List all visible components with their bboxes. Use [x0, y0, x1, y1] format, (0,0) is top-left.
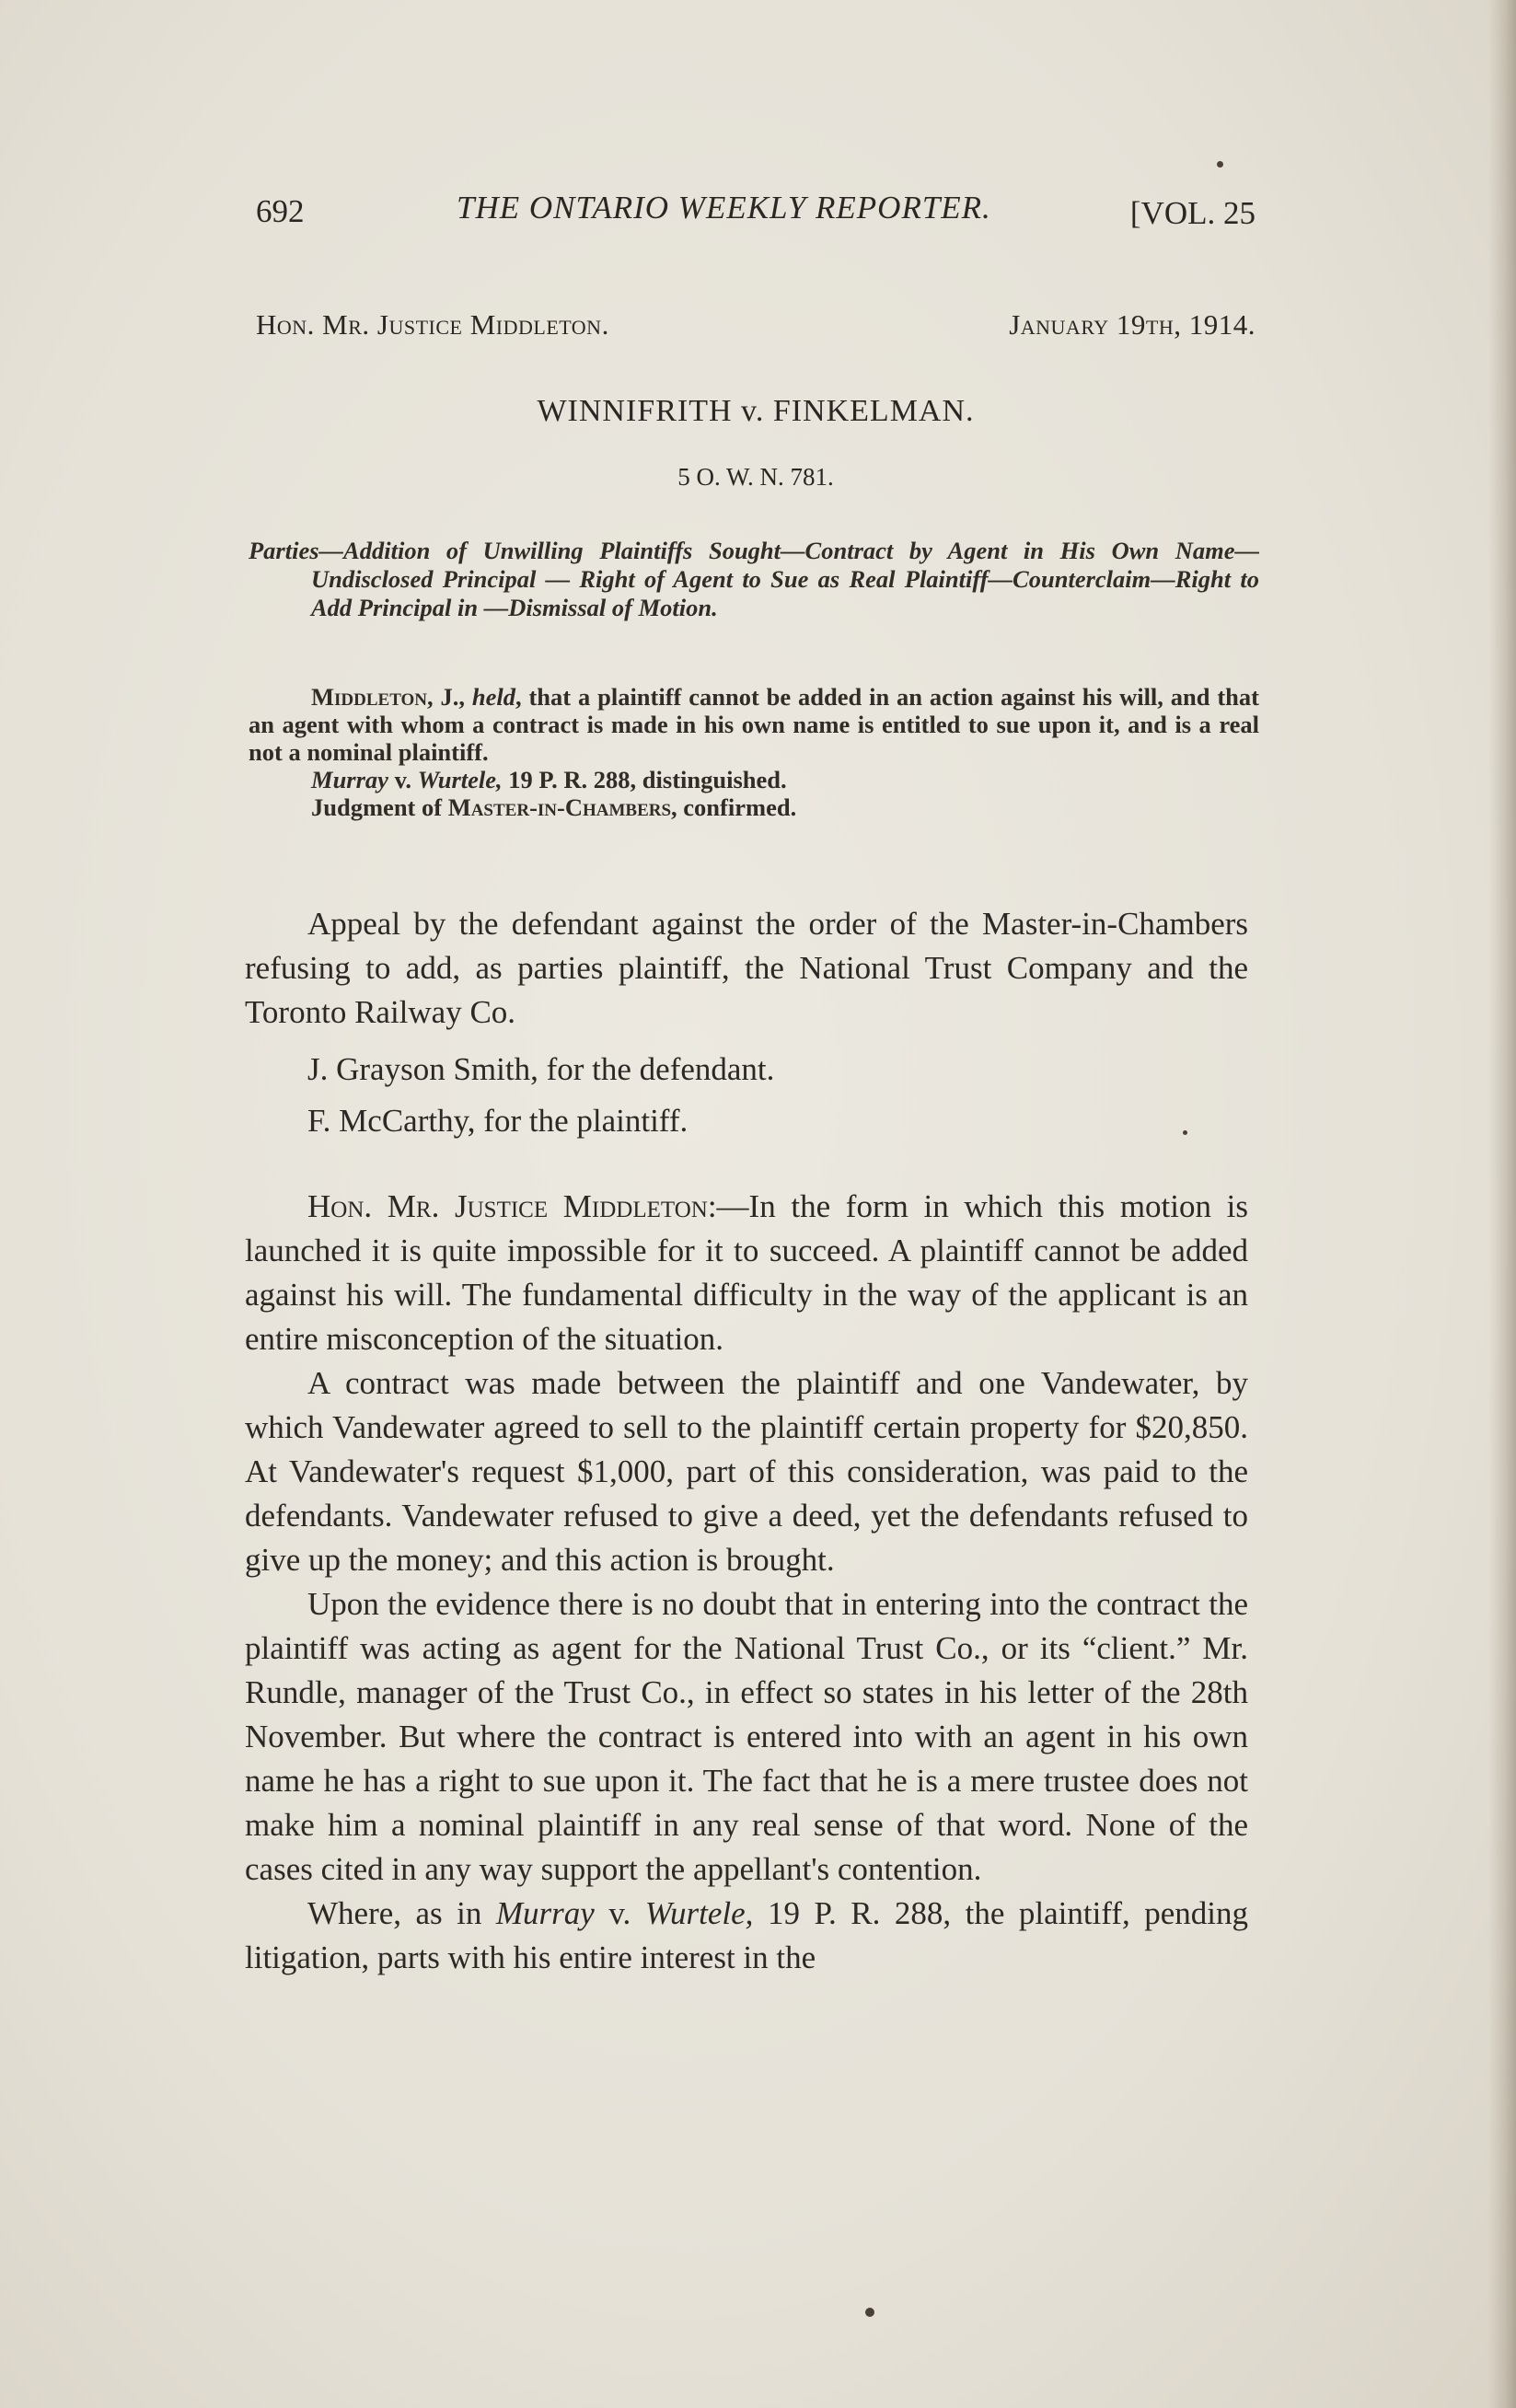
judgment-speaker: Hon. Mr. Justice Middleton: [307, 1188, 708, 1224]
judgment-suffix: , confirmed.: [671, 793, 797, 821]
p4-case-v: v.: [594, 1895, 645, 1931]
specks: [1183, 1130, 1187, 1135]
counsel-block: [245, 1048, 1248, 1151]
judgment-paragraph-1: [245, 1185, 1248, 1361]
counsel-plaintiff: F. McCarthy, for the plaintiff.: [307, 1103, 689, 1139]
judgment-line: [249, 793, 1259, 821]
page-number: 692: [256, 193, 305, 229]
running-header: [256, 186, 1256, 241]
case-title: WINNIFRITH v. FINKELMAN.: [537, 394, 975, 428]
judgment-paragraph-3: Upon the evidence there is no doubt that in entering into the contract the plaintiff was acting as agent for the National Trust Co., or its “client.” Mr. Rundle, manager of the Trust Co., in effect so states in his letter of the 28th November. But where the contract is entered into with an agent in his own name he has a right to sue upon it. The fact that he is a mere trustee does not make him a nominal plaintiff in any real sense of that word. None of the cases cited in any way support the appellant's contention.: [245, 1586, 1248, 1887]
held-paragraph: [249, 683, 1259, 766]
judge-name: Hon. Mr. Justice Middleton.: [256, 308, 609, 341]
judgment-court: Master-in-Chambers: [447, 793, 672, 821]
headnote-text: Parties—Addition of Unwilling Plaintiffs Sought—Contract by Agent in His Own Name—Undisclosed Principal — Right of Agent to Sue as Real Plaintiff—Counterclaim—Right to Add Principal in —Dismissal of Motion.: [249, 537, 1259, 621]
running-title: THE ONTARIO WEEKLY REPORTER.: [457, 190, 991, 226]
specks: [1217, 161, 1223, 168]
volume-label: [VOL. 25: [1129, 195, 1256, 231]
p4-rest: 19 P. R. 288, the plaintiff, pending litigation, parts with his entire interest in the: [245, 1895, 1248, 1975]
page-edge-shadow: [1488, 0, 1516, 2408]
p4-prefix: Where, as in: [307, 1895, 496, 1931]
cited-case-rest: 19 P. R. 288, distinguished.: [502, 766, 787, 793]
case-citation: 5 O. W. N. 781.: [677, 463, 834, 491]
headnote: [249, 537, 1259, 622]
held-text: , that a plaintiff cannot be added in an action against his will, and that an agent with whom a contract is made in his own name is entitled to sue upon it, and is a real not a nominal plaintiff.: [249, 683, 1259, 766]
judgment-paragraph-2: A contract was made between the plaintiff and one Vandewater, by which Vandewater agreed to sell to the plaintiff certain property for $20,850. At Vandewater's request $1,000, part of this consideration, was paid to the defendants. Vandewater refused to give a deed, yet the defendants refused to give up the money; and this action is brought.: [245, 1365, 1248, 1578]
judgment-paragraph-4: [245, 1892, 1248, 1980]
judgment-p1-text: :—In the form in which this motion is launched it is quite impossible for it to succeed. A plaintiff cannot be added against his will. The fundamental difficulty in the way of the applicant is an entire misconception of the situation.: [245, 1188, 1248, 1357]
cited-case-name: Murray: [311, 766, 388, 793]
held-word: held: [471, 683, 515, 711]
counsel-defendant: J. Grayson Smith, for the defendant.: [307, 1051, 775, 1087]
cited-case-name-2: Wurtele,: [417, 766, 503, 793]
judgment-prefix: Judgment of: [311, 793, 448, 821]
held-judge-suffix: , J.,: [427, 683, 472, 711]
p4-case-name: Murray: [495, 1895, 595, 1931]
appeal-paragraph-block: [245, 902, 1248, 1035]
cited-case-v: v.: [388, 766, 418, 793]
judgment-body: [245, 1185, 1248, 1980]
specks: [865, 2308, 874, 2317]
held-judge: Middleton: [311, 683, 428, 711]
p4-case-name-2: Wurtele,: [644, 1895, 754, 1931]
cited-case-line: [249, 766, 1259, 793]
held-summary: [249, 683, 1259, 821]
appeal-paragraph: Appeal by the defendant against the order of the Master-in-Chambers refusing to add, as parties plaintiff, the National Trust Company and the Toronto Railway Co.: [245, 906, 1248, 1030]
decision-date: January 19th, 1914.: [1009, 308, 1256, 341]
